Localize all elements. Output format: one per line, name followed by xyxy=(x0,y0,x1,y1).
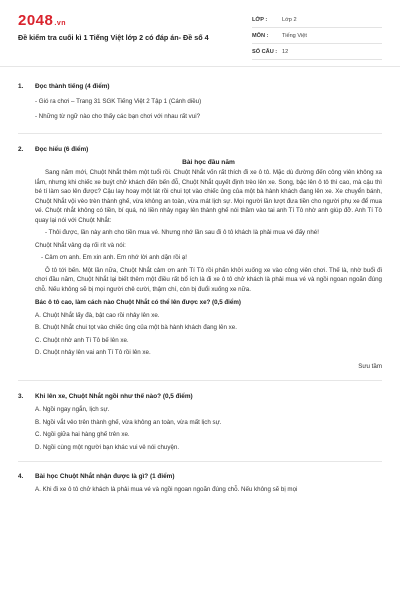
question-4-number: 4. xyxy=(18,473,24,480)
question-2-option-a[interactable]: A. Chuột Nhắt lấy đà, bật cao rồi nhảy lên xe. xyxy=(35,311,160,319)
question-2-header xyxy=(18,145,382,154)
question-3-option-c[interactable]: C. Ngồi giữa hai hàng ghế trên xe. xyxy=(35,431,130,438)
question-1-header xyxy=(18,82,382,91)
meta-grade-value: Lớp 2 xyxy=(282,16,297,23)
question-4-options xyxy=(18,485,382,495)
document-title: Đề kiểm tra cuối kì 1 Tiếng Việt lớp 2 có đáp án- Đề số 4 xyxy=(18,33,209,42)
meta-info xyxy=(252,12,382,60)
question-1 xyxy=(18,82,382,121)
meta-count-value: 12 xyxy=(282,48,289,55)
question-3-option-a[interactable]: A. Ngồi ngay ngắn, lịch sự. xyxy=(35,406,110,413)
question-4-option-a[interactable]: A. Khi đi xe ô tô chở khách là phải mua vé và ngồi ngoan ngoãn đúng chỗ. Nếu không sẽ bị mọi xyxy=(35,486,298,493)
question-3-options xyxy=(18,405,382,452)
question-3-option-b[interactable]: B. Ngồi vắt vẻo trên thành ghế, vừa không an toàn, vừa mất lịch sự. xyxy=(35,418,222,426)
question-1-number: 1. xyxy=(18,83,24,90)
divider xyxy=(18,133,382,134)
meta-count-key: SỐ CÂU : xyxy=(252,48,278,55)
passage-dialogue-2: - Cảm ơn anh. Em xin anh. Em nhớ lời anh dặn rồi ạ! xyxy=(41,254,187,261)
passage-paragraph-2: Ô tô tới bến. Một lần nữa, Chuột Nhắt cảm ơn anh Tí Tô rồi phấn khởi xuống xe vào công viên chơi. Thế là, nhờ buổi đi chơi đầu năm, Chuột Nhắt lại biết thêm một điều rất bổ ích là đi xe ô tô chở khách là phải mua vé và ngồi ngoan ngoãn đúng chỗ. Nếu không sẽ bị mọi người chê cười, thậm chí, còn bị đuổi xuống xe nữa. xyxy=(35,266,382,293)
reading-passage xyxy=(18,158,382,371)
divider xyxy=(18,380,382,381)
question-3-number: 3. xyxy=(18,393,24,400)
passage-line-mouse: Chuột Nhắt vâng dạ rối rít và nói: xyxy=(35,241,126,249)
meta-grade-row xyxy=(252,12,382,28)
question-1-line-2: - Những từ ngữ nào cho thấy các bạn chơi với nhau rất vui? xyxy=(35,112,201,120)
question-4-title: Bài học Chuột Nhắt nhận được là gì? (1 điểm) xyxy=(35,473,175,480)
passage-source: Sưu tầm xyxy=(358,362,382,370)
question-3 xyxy=(18,392,382,452)
meta-count-row xyxy=(252,44,382,60)
question-2-title: Đọc hiểu (6 điểm) xyxy=(35,146,89,153)
question-4-header xyxy=(18,472,382,481)
question-3-title: Khi lên xe, Chuột Nhắt ngồi như thế nào? (0,5 điểm) xyxy=(35,393,193,400)
question-2 xyxy=(18,145,382,371)
meta-grade-key: LỚP : xyxy=(252,16,268,23)
meta-subject-row xyxy=(252,28,382,44)
question-2-option-d[interactable]: D. Chuột nhảy lên vai anh Tí Tô rồi lên xe. xyxy=(35,349,151,356)
question-1-title: Đọc thành tiếng (4 điểm) xyxy=(35,83,110,90)
header xyxy=(0,0,400,67)
passage-dialogue-1: - Thôi được, lần này anh cho tiền mua vé. Nhưng nhớ lần sau đi ô tô khách là phải mua vé đấy nhé! xyxy=(45,229,319,236)
question-4 xyxy=(18,472,382,495)
divider xyxy=(18,461,382,462)
question-2-prompt: Bác ô tô cao, làm cách nào Chuột Nhắt có thể lên được xe? (0,5 điểm) xyxy=(35,299,241,306)
content xyxy=(0,66,400,495)
meta-subject-value: Tiếng Việt xyxy=(282,32,307,39)
question-2-number: 2. xyxy=(18,146,24,153)
passage-paragraph-1: Sang năm mới, Chuột Nhắt thêm một tuổi rồi. Chuột Nhắt vốn rất thích đi xe ô tô. Mặc dù đường đến công viên không xa lắm, nhưng khi chiếc xe buýt chở khách đến bến đỗ, Chuột Nhắt quyết định trèo lên xe. Song, bậc lên ô tô thì cao, mà cậu thì bé tí làm sao lên được? Cậu lay hoay một lát rồi chui tọt vào chiếc ủng của một bà hành khách đang lên xe. Xe chuyển bánh, Chuột Nhắt vội vèo trèn thành ghế, vừa không an toàn, vừa mát lịch sự. Mọi người lần lượt đưa tiền cho người phụ xe để mua vé. Chuột nhắt không có tiền, bí quá, nó liền nhảy ngay lên thành ghế nói thầm vào tai anh Tí Tô nhờ anh giúp đỡ. Anh Tí Tô quay lại nói với Chuột Nhắt: xyxy=(35,169,382,224)
question-3-header xyxy=(18,392,382,401)
site-logo[interactable]: 2048.vn xyxy=(18,12,66,29)
question-1-line-1: - Gió ra chơi – Trang 31 SGK Tiếng Việt 2 Tập 1 (Cánh diều) xyxy=(35,98,202,105)
question-2-option-b[interactable]: B. Chuột Nhắt chui tọt vào chiếc ủng của một bà hành khách đang lên xe. xyxy=(35,324,237,331)
question-3-option-d[interactable]: D. Ngồi cùng một người bạn khác vui vẻ nói chuyện. xyxy=(35,443,180,451)
passage-title: Bài học đầu năm xyxy=(182,159,235,166)
meta-subject-key: MÔN : xyxy=(252,32,269,39)
question-2-option-c[interactable]: C. Chuột nhờ anh Tí Tô bế lên xe. xyxy=(35,336,129,344)
